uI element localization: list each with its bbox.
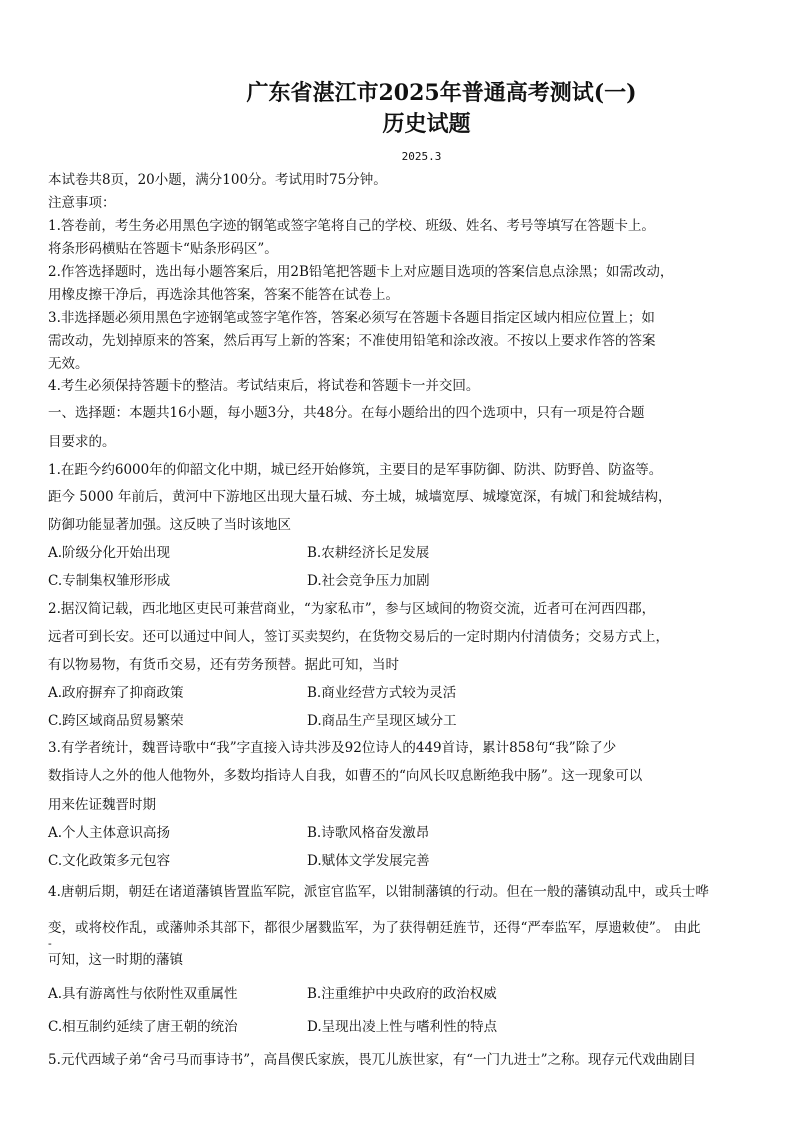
- question-4-option-b: B.注重维护中央政府的政治权威: [307, 986, 497, 1002]
- question-2-stem: 远者可到长安。还可以通过中间人，签订买卖契约，在货物交易后的一定时期内付清债务；交易方式上，: [48, 629, 669, 645]
- question-2-stem: 2.据汉简记载，西北地区吏民可兼营商业，“为家私市”，参与区域间的物资交流，近者可在河西四郡，: [48, 601, 656, 617]
- intro-line: 需改动，先划掉原来的答案，然后再写上新的答案；不准使用铅笔和涂改液。不按以上要求作答的答案: [48, 333, 656, 349]
- question-1-option-b: B.农耕经济长足发展: [307, 545, 430, 561]
- question-2-option-c: C.跨区域商品贸易繁荣: [48, 713, 184, 729]
- question-1-option-d: D.社会竞争压力加剧: [307, 573, 430, 589]
- question-1-option-a: A.阶级分化开始出现: [48, 545, 171, 561]
- question-1-option-c: C.专制集权雏形形成: [48, 573, 171, 589]
- exam-title: 广东省湛江市2025年普通高考测试(一): [246, 80, 637, 106]
- stray-mark: -: [48, 937, 52, 950]
- question-1-stem: 距今 5000 年前后，黄河中下游地区出现大量石城、夯土城，城墙宽厚、城壕宽深，有城门和瓮城结构，: [48, 489, 672, 505]
- intro-line: 1.答卷前，考生务必用黑色字迹的钢笔或签字笔将自己的学校、班级、姓名、考号等填写在答题卡上。: [48, 218, 655, 234]
- question-4-stem: 变，或将校作乱，或藩帅杀其部下，都很少屠戮监军，为了获得朝廷旌节，还得“严奉监军，厚遗敕使”。 由此: [48, 920, 701, 936]
- intro-line: 2.作答选择题时，选出每小题答案后，用2B铅笔把答题卡上对应题目选项的答案信息点涂黑；如需改动，: [48, 264, 674, 280]
- exam-subject: 历史试题: [382, 111, 471, 137]
- question-3-option-b: B.诗歌风格奋发激昂: [307, 825, 430, 841]
- question-4-option-c: C.相互制约延续了唐王朝的统治: [48, 1019, 238, 1035]
- question-2-option-a: A.政府摒弃了抑商政策: [48, 685, 184, 701]
- exam-date: 2025.3: [401, 150, 442, 163]
- section-heading: 目要求的。: [48, 434, 116, 450]
- question-3-stem: 3.有学者统计，魏晋诗歌中“我”字直接入诗共涉及92位诗人的449首诗，累计858句“我”除了少: [48, 740, 617, 756]
- intro-line: 注意事项：: [48, 195, 116, 211]
- intro-line: 本试卷共8页，20小题，满分100分。考试用时75分钟。: [48, 172, 387, 188]
- question-1-stem: 防御功能显著加强。这反映了当时该地区: [48, 517, 291, 533]
- question-4-stem: 可知，这一时期的藩镇: [48, 952, 183, 968]
- section-heading: 一、选择题：本题共16小题，每小题3分，共48分。在每小题给出的四个选项中，只有一项是符合题: [48, 405, 645, 421]
- question-2-option-d: D.商品生产呈现区域分工: [307, 713, 457, 729]
- question-3-option-c: C.文化政策多元包容: [48, 853, 171, 869]
- question-2-stem: 有以物易物，有货币交易，还有劳务预替。据此可知，当时: [48, 657, 399, 673]
- question-3-option-a: A.个人主体意识高扬: [48, 825, 171, 841]
- intro-line: 3.非选择题必须用黑色字迹钢笔或签字笔作答，答案必须写在答题卡各题目指定区域内相应位置上；如: [48, 310, 655, 326]
- question-5-stem: 5.元代西域子弟“舍弓马而事诗书”，高昌偰氏家族，畏兀儿族世家，有“一门九进士”之称。现存元代戏曲剧目: [48, 1052, 696, 1068]
- question-2-option-b: B.商业经营方式较为灵活: [307, 685, 457, 701]
- question-3-stem: 用来佐证魏晋时期: [48, 797, 156, 813]
- intro-line: 无效。: [48, 356, 89, 372]
- question-4-stem: 4.唐朝后期，朝廷在诸道藩镇皆置监军院，派宦官监军，以钳制藩镇的行动。但在一般的藩镇动乱中，或兵士哗: [48, 884, 709, 900]
- question-3-option-d: D.赋体文学发展完善: [307, 853, 430, 869]
- intro-line: 4.考生必须保持答题卡的整洁。考试结束后，将试卷和答题卡一并交回。: [48, 378, 480, 394]
- question-1-stem: 1.在距今约6000年的仰韶文化中期，城已经开始修筑，主要目的是军事防御、防洪、防野兽、防盗等。: [48, 462, 663, 478]
- intro-line: 用橡皮擦干净后，再选涂其他答案，答案不能答在试卷上。: [48, 287, 399, 303]
- intro-line: 将条形码横贴在答题卡“贴条形码区”。: [48, 241, 278, 257]
- question-4-option-a: A.具有游离性与依附性双重属性: [48, 986, 238, 1002]
- question-3-stem: 数指诗人之外的他人他物外，多数均指诗人自我，如曹丕的“向风长叹息断绝我中肠”。这一现象可以: [48, 768, 643, 784]
- question-4-option-d: D.呈现出凌上性与嗜利性的特点: [307, 1019, 498, 1035]
